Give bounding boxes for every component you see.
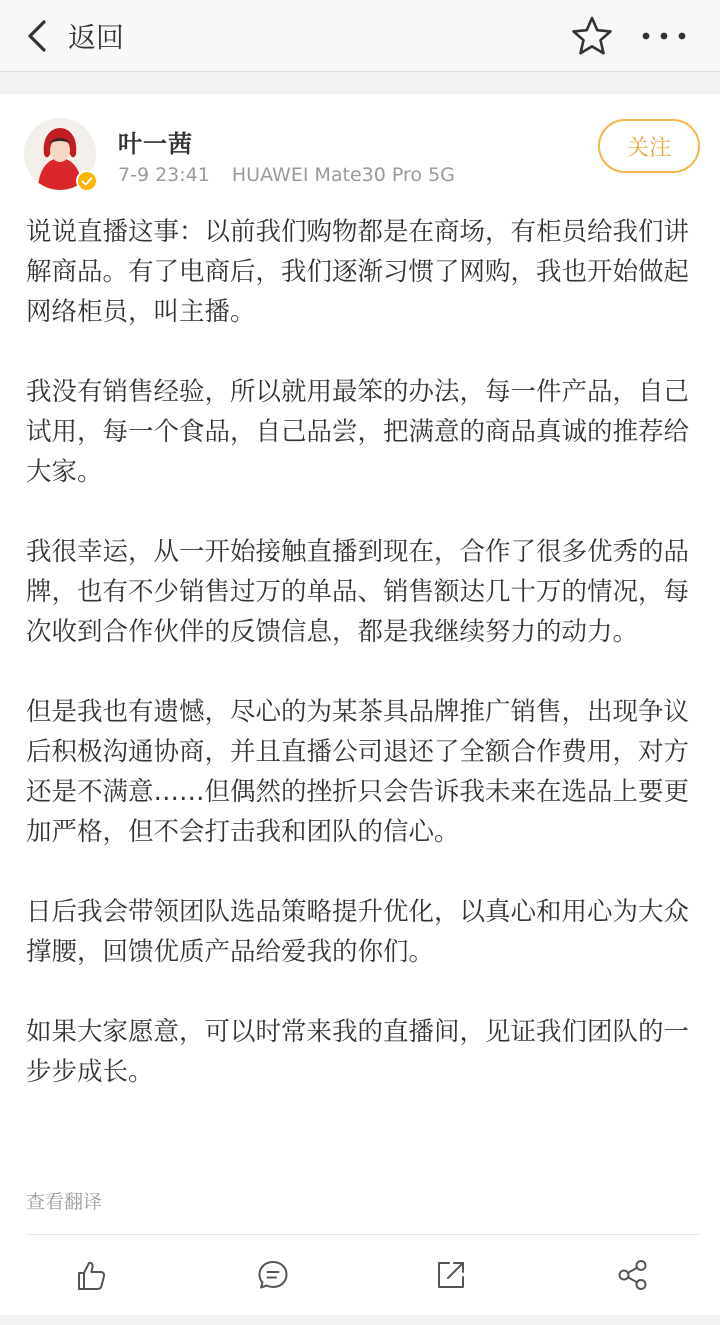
- thumbs-up-icon: [74, 1258, 108, 1292]
- action-bar: [0, 1235, 720, 1315]
- bottom-strip: [0, 1315, 720, 1325]
- share-icon: [616, 1258, 650, 1292]
- comment-button[interactable]: [253, 1255, 293, 1295]
- back-label: 返回: [68, 21, 125, 54]
- repost-icon: [434, 1258, 468, 1292]
- comment-icon: [256, 1258, 290, 1292]
- post-paragraph: 我没有销售经验，所以就用最笨的办法，每一件产品，自己试用，每一个食品，自己品尝，把满意的商品真诚的推荐给大家。: [26, 377, 690, 487]
- star-icon: [570, 15, 614, 57]
- post-paragraph: 但是我也有遗憾，尽心的为某茶具品牌推广销售，出现争议后积极沟通协商，并且直播公司退还了全额合作费用，对方还是不满意……但偶然的挫折只会告诉我未来在选品上要更加严格，但不会打击我和团队的信心。: [26, 697, 690, 847]
- post-card: [0, 94, 720, 1315]
- post-body: [26, 212, 701, 1092]
- post-paragraph: 我很幸运，从一开始接触直播到现在，合作了很多优秀的品牌，也有不少销售过万的单品、销售额达几十万的情况，每次收到合作伙伴的反馈信息，都是我继续努力的动力。: [26, 537, 690, 647]
- follow-button[interactable]: 关注: [598, 119, 700, 173]
- back-button[interactable]: [22, 8, 124, 64]
- like-button[interactable]: [71, 1255, 111, 1295]
- favorite-button[interactable]: [570, 15, 614, 57]
- repost-button[interactable]: [431, 1255, 471, 1295]
- post-time: 7-9 23:41: [118, 164, 210, 186]
- verified-badge-icon: [76, 170, 98, 192]
- author-name[interactable]: 叶一茜: [118, 130, 193, 158]
- post-device: HUAWEI Mate30 Pro 5G: [231, 164, 455, 186]
- chevron-left-icon: [22, 16, 54, 56]
- share-button[interactable]: [613, 1255, 653, 1295]
- post-paragraph: 日后我会带领团队选品策略提升优化，以真心和用心为大众撑腰，回馈优质产品给爱我的你们。: [26, 897, 690, 967]
- post-meta: [118, 164, 455, 186]
- more-button[interactable]: [634, 18, 694, 54]
- avatar[interactable]: [24, 118, 96, 190]
- post-paragraph: 如果大家愿意，可以时常来我的直播间，见证我们团队的一步步成长。: [26, 1017, 690, 1087]
- post-paragraph: 说说直播这事：以前我们购物都是在商场，有柜员给我们讲解商品。有了电商后，我们逐渐习惯了网购，我也开始做起网络柜员，叫主播。: [26, 217, 690, 327]
- view-translation-link[interactable]: 查看翻译: [26, 1191, 103, 1213]
- more-horizontal-icon: [634, 18, 694, 54]
- top-nav-bar: [0, 0, 720, 72]
